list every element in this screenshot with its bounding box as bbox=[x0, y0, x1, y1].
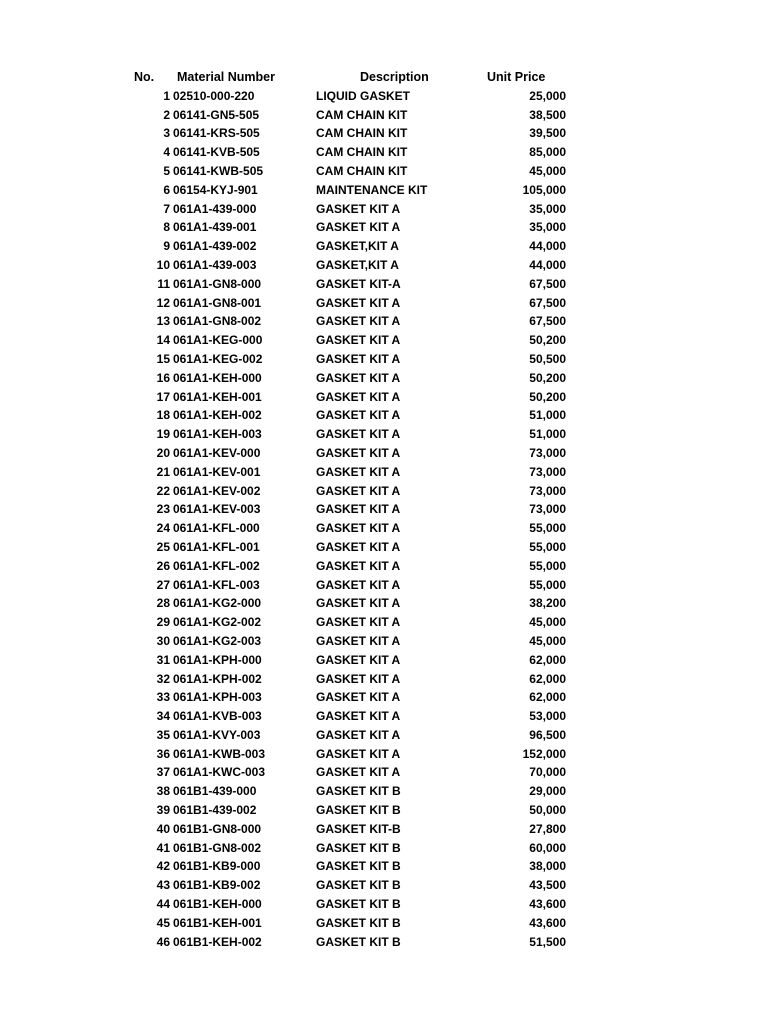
table-row bbox=[0, 839, 768, 858]
unit-price: 53,000 bbox=[529, 709, 566, 724]
material-number: 061A1-KEH-002 bbox=[173, 408, 262, 423]
table-row bbox=[0, 312, 768, 331]
table-row bbox=[0, 857, 768, 876]
row-number: 35 bbox=[156, 727, 170, 742]
table-row bbox=[0, 820, 768, 839]
unit-price: 55,000 bbox=[529, 577, 566, 592]
table-row bbox=[0, 670, 768, 689]
material-number: 061A1-KFL-002 bbox=[173, 558, 260, 573]
table-row bbox=[0, 463, 768, 482]
material-number: 061A1-KPH-002 bbox=[173, 671, 262, 686]
row-number: 29 bbox=[156, 615, 170, 630]
description: GASKET KIT A bbox=[316, 746, 401, 761]
table-row bbox=[0, 594, 768, 613]
table-row bbox=[0, 688, 768, 707]
table-row bbox=[0, 763, 768, 782]
table-row bbox=[0, 87, 768, 106]
unit-price: 55,000 bbox=[529, 539, 566, 554]
description: GASKET KIT A bbox=[316, 633, 401, 648]
material-number: 061A1-GN8-000 bbox=[173, 276, 262, 291]
description: GASKET KIT A bbox=[316, 445, 401, 460]
unit-price: 43,600 bbox=[529, 897, 566, 912]
unit-price: 96,500 bbox=[529, 727, 566, 742]
description: CAM CHAIN KIT bbox=[316, 107, 408, 122]
description: GASKET KIT B bbox=[316, 934, 401, 949]
unit-price: 35,000 bbox=[529, 201, 566, 216]
table-row bbox=[0, 143, 768, 162]
description: GASKET KIT A bbox=[316, 295, 401, 310]
unit-price: 25,000 bbox=[529, 88, 566, 103]
material-number: 06141-KVB-505 bbox=[173, 145, 260, 160]
material-number: 061A1-KEH-000 bbox=[173, 370, 262, 385]
description: GASKET KIT A bbox=[316, 464, 401, 479]
table-row bbox=[0, 895, 768, 914]
unit-price: 67,500 bbox=[529, 295, 566, 310]
row-number: 34 bbox=[156, 709, 170, 724]
description: GASKET,KIT A bbox=[316, 257, 399, 272]
table-row bbox=[0, 425, 768, 444]
row-number: 16 bbox=[156, 370, 170, 385]
row-number: 11 bbox=[157, 276, 170, 291]
row-number: 22 bbox=[156, 483, 170, 498]
description: GASKET KIT A bbox=[316, 370, 401, 385]
description: GASKET KIT A bbox=[316, 351, 401, 366]
row-number: 2 bbox=[163, 107, 170, 122]
unit-price: 70,000 bbox=[529, 765, 566, 780]
description: GASKET KIT A bbox=[316, 671, 401, 686]
table-row bbox=[0, 106, 768, 125]
description: GASKET,KIT A bbox=[316, 239, 399, 254]
material-number: 061A1-KVB-003 bbox=[173, 709, 262, 724]
table-row bbox=[0, 162, 768, 181]
row-number: 23 bbox=[156, 502, 170, 517]
material-number: 06141-KWB-505 bbox=[173, 163, 264, 178]
unit-price: 73,000 bbox=[529, 502, 566, 517]
unit-price: 38,500 bbox=[529, 107, 566, 122]
row-number: 36 bbox=[156, 746, 170, 761]
row-number: 1 bbox=[163, 88, 170, 103]
table-row bbox=[0, 707, 768, 726]
unit-price: 60,000 bbox=[529, 840, 566, 855]
description: GASKET KIT B bbox=[316, 784, 401, 799]
unit-price: 43,500 bbox=[529, 878, 566, 893]
table-row bbox=[0, 876, 768, 895]
row-number: 12 bbox=[156, 295, 170, 310]
price-list-sheet bbox=[0, 68, 768, 951]
row-number: 18 bbox=[156, 408, 170, 423]
description: GASKET KIT A bbox=[316, 727, 401, 742]
description: GASKET KIT A bbox=[316, 709, 401, 724]
table-row bbox=[0, 181, 768, 200]
table-row bbox=[0, 218, 768, 237]
description: GASKET KIT A bbox=[316, 577, 401, 592]
table-row bbox=[0, 745, 768, 764]
material-number: 061B1-KB9-002 bbox=[173, 878, 261, 893]
description: GASKET KIT-A bbox=[316, 276, 401, 291]
unit-price: 105,000 bbox=[522, 182, 566, 197]
row-number: 42 bbox=[156, 859, 170, 874]
unit-price: 73,000 bbox=[529, 445, 566, 460]
description: CAM CHAIN KIT bbox=[316, 126, 408, 141]
table-row bbox=[0, 613, 768, 632]
table-header-row bbox=[0, 68, 768, 87]
row-number: 43 bbox=[156, 878, 170, 893]
row-number: 6 bbox=[163, 182, 170, 197]
description: GASKET KIT A bbox=[316, 521, 401, 536]
material-number: 06154-KYJ-901 bbox=[173, 182, 258, 197]
table-row bbox=[0, 538, 768, 557]
table-row bbox=[0, 914, 768, 933]
table-row bbox=[0, 237, 768, 256]
unit-price: 152,000 bbox=[522, 746, 566, 761]
description: GASKET KIT A bbox=[316, 690, 401, 705]
material-number: 061A1-KG2-000 bbox=[173, 596, 262, 611]
row-number: 41 bbox=[156, 840, 170, 855]
table-row bbox=[0, 482, 768, 501]
unit-price: 51,500 bbox=[529, 934, 566, 949]
table-row bbox=[0, 444, 768, 463]
unit-price: 62,000 bbox=[529, 671, 566, 686]
unit-price: 35,000 bbox=[529, 220, 566, 235]
description: GASKET KIT A bbox=[316, 615, 401, 630]
description: GASKET KIT A bbox=[316, 652, 401, 667]
row-number: 21 bbox=[156, 464, 170, 479]
material-number: 061A1-KFL-003 bbox=[173, 577, 260, 592]
table-row bbox=[0, 294, 768, 313]
row-number: 20 bbox=[156, 445, 170, 460]
material-number: 061A1-GN8-001 bbox=[173, 295, 262, 310]
material-number: 061B1-KB9-000 bbox=[173, 859, 261, 874]
row-number: 46 bbox=[156, 934, 170, 949]
table-row bbox=[0, 124, 768, 143]
unit-price: 45,000 bbox=[529, 615, 566, 630]
description: GASKET KIT B bbox=[316, 803, 401, 818]
table-row bbox=[0, 651, 768, 670]
table-row bbox=[0, 256, 768, 275]
row-number: 38 bbox=[156, 784, 170, 799]
table-row bbox=[0, 388, 768, 407]
unit-price: 50,200 bbox=[529, 370, 566, 385]
row-number: 30 bbox=[156, 633, 170, 648]
description: GASKET KIT B bbox=[316, 915, 401, 930]
material-number: 06141-KRS-505 bbox=[173, 126, 260, 141]
table-row bbox=[0, 726, 768, 745]
table-row bbox=[0, 557, 768, 576]
row-number: 3 bbox=[163, 126, 170, 141]
material-number: 061A1-KG2-002 bbox=[173, 615, 262, 630]
material-number: 061A1-KWB-003 bbox=[173, 746, 266, 761]
row-number: 17 bbox=[156, 389, 170, 404]
description: CAM CHAIN KIT bbox=[316, 145, 408, 160]
row-number: 32 bbox=[156, 671, 170, 686]
table-row bbox=[0, 369, 768, 388]
description: GASKET KIT A bbox=[316, 201, 401, 216]
table-row bbox=[0, 350, 768, 369]
unit-price: 45,000 bbox=[529, 633, 566, 648]
row-number: 19 bbox=[156, 427, 170, 442]
row-number: 31 bbox=[156, 652, 170, 667]
unit-price: 67,500 bbox=[529, 314, 566, 329]
row-number: 24 bbox=[156, 521, 170, 536]
row-number: 9 bbox=[163, 239, 170, 254]
description: GASKET KIT-B bbox=[316, 821, 401, 836]
row-number: 5 bbox=[163, 163, 170, 178]
unit-price: 85,000 bbox=[529, 145, 566, 160]
material-number: 061B1-439-000 bbox=[173, 784, 257, 799]
unit-price: 50,000 bbox=[529, 803, 566, 818]
table-row bbox=[0, 275, 768, 294]
row-number: 40 bbox=[156, 821, 170, 836]
unit-price: 38,000 bbox=[529, 859, 566, 874]
row-number: 14 bbox=[156, 333, 170, 348]
row-number: 10 bbox=[156, 257, 170, 272]
row-number: 15 bbox=[156, 351, 170, 366]
row-number: 44 bbox=[156, 897, 170, 912]
table-row bbox=[0, 782, 768, 801]
description: GASKET KIT A bbox=[316, 502, 401, 517]
material-number: 061B1-KEH-001 bbox=[173, 915, 262, 930]
description: GASKET KIT A bbox=[316, 389, 401, 404]
material-number: 061B1-KEH-000 bbox=[173, 897, 262, 912]
unit-price: 51,000 bbox=[529, 427, 566, 442]
description: LIQUID GASKET bbox=[316, 88, 411, 103]
description: GASKET KIT A bbox=[316, 333, 401, 348]
row-number: 13 bbox=[156, 314, 170, 329]
material-number: 061B1-GN8-000 bbox=[173, 821, 262, 836]
unit-price: 50,500 bbox=[529, 351, 566, 366]
unit-price: 62,000 bbox=[529, 690, 566, 705]
unit-price: 44,000 bbox=[529, 239, 566, 254]
unit-price: 45,000 bbox=[529, 163, 566, 178]
row-number: 37 bbox=[156, 765, 170, 780]
row-number: 7 bbox=[163, 201, 170, 216]
unit-price: 55,000 bbox=[529, 521, 566, 536]
material-number: 061A1-439-003 bbox=[173, 257, 257, 272]
table-row bbox=[0, 933, 768, 952]
unit-price: 29,000 bbox=[529, 784, 566, 799]
description: GASKET KIT A bbox=[316, 408, 401, 423]
description: MAINTENANCE KIT bbox=[316, 182, 428, 197]
description: GASKET KIT B bbox=[316, 859, 401, 874]
row-number: 8 bbox=[163, 220, 170, 235]
unit-price: 43,600 bbox=[529, 915, 566, 930]
material-number: 061B1-439-002 bbox=[173, 803, 257, 818]
row-number: 4 bbox=[163, 145, 170, 160]
description: GASKET KIT A bbox=[316, 596, 401, 611]
row-number: 45 bbox=[156, 915, 170, 930]
unit-price: 55,000 bbox=[529, 558, 566, 573]
unit-price: 44,000 bbox=[529, 257, 566, 272]
table-row bbox=[0, 519, 768, 538]
material-number: 061A1-KVY-003 bbox=[173, 727, 261, 742]
description: GASKET KIT B bbox=[316, 897, 401, 912]
table-row bbox=[0, 632, 768, 651]
header-material-number: Material Number bbox=[177, 70, 275, 84]
row-number: 26 bbox=[156, 558, 170, 573]
row-number: 25 bbox=[156, 539, 170, 554]
material-number: 061A1-KFL-001 bbox=[173, 539, 260, 554]
unit-price: 51,000 bbox=[529, 408, 566, 423]
unit-price: 38,200 bbox=[529, 596, 566, 611]
material-number: 061A1-KEH-003 bbox=[173, 427, 262, 442]
unit-price: 62,000 bbox=[529, 652, 566, 667]
description: GASKET KIT A bbox=[316, 765, 401, 780]
material-number: 061A1-KEG-000 bbox=[173, 333, 263, 348]
material-number: 061A1-KPH-003 bbox=[173, 690, 262, 705]
row-number: 33 bbox=[156, 690, 170, 705]
row-number: 27 bbox=[156, 577, 170, 592]
table-row bbox=[0, 801, 768, 820]
table-row bbox=[0, 331, 768, 350]
table-row bbox=[0, 200, 768, 219]
material-number: 061A1-KEV-001 bbox=[173, 464, 261, 479]
table-row bbox=[0, 406, 768, 425]
description: GASKET KIT A bbox=[316, 539, 401, 554]
unit-price: 73,000 bbox=[529, 464, 566, 479]
unit-price: 50,200 bbox=[529, 333, 566, 348]
description: GASKET KIT A bbox=[316, 558, 401, 573]
unit-price: 50,200 bbox=[529, 389, 566, 404]
material-number: 061A1-439-000 bbox=[173, 201, 257, 216]
description: GASKET KIT A bbox=[316, 427, 401, 442]
row-number: 28 bbox=[156, 596, 170, 611]
description: GASKET KIT B bbox=[316, 878, 401, 893]
material-number: 061A1-KEG-002 bbox=[173, 351, 263, 366]
material-number: 061A1-GN8-002 bbox=[173, 314, 262, 329]
header-unit-price: Unit Price bbox=[487, 70, 546, 84]
material-number: 06141-GN5-505 bbox=[173, 107, 260, 122]
header-no: No. bbox=[134, 70, 155, 84]
unit-price: 67,500 bbox=[529, 276, 566, 291]
material-number: 061B1-GN8-002 bbox=[173, 840, 262, 855]
description: GASKET KIT A bbox=[316, 220, 401, 235]
description: GASKET KIT A bbox=[316, 483, 401, 498]
table-row bbox=[0, 500, 768, 519]
material-number: 061A1-KEV-003 bbox=[173, 502, 261, 517]
row-number: 39 bbox=[156, 803, 170, 818]
header-description: Description bbox=[360, 70, 429, 84]
table-body bbox=[0, 87, 768, 952]
material-number: 061A1-KG2-003 bbox=[173, 633, 262, 648]
material-number: 061A1-KEV-002 bbox=[173, 483, 261, 498]
material-number: 061A1-KWC-003 bbox=[173, 765, 266, 780]
unit-price: 27,800 bbox=[529, 821, 566, 836]
description: GASKET KIT A bbox=[316, 314, 401, 329]
material-number: 061A1-KEV-000 bbox=[173, 445, 261, 460]
material-number: 061A1-KFL-000 bbox=[173, 521, 260, 536]
table-row bbox=[0, 576, 768, 595]
material-number: 061A1-KEH-001 bbox=[173, 389, 262, 404]
description: GASKET KIT B bbox=[316, 840, 401, 855]
material-number: 061A1-439-001 bbox=[173, 220, 257, 235]
material-number: 061A1-439-002 bbox=[173, 239, 257, 254]
material-number: 061B1-KEH-002 bbox=[173, 934, 262, 949]
material-number: 02510-000-220 bbox=[173, 88, 255, 103]
description: CAM CHAIN KIT bbox=[316, 163, 408, 178]
material-number: 061A1-KPH-000 bbox=[173, 652, 262, 667]
unit-price: 39,500 bbox=[529, 126, 566, 141]
unit-price: 73,000 bbox=[529, 483, 566, 498]
